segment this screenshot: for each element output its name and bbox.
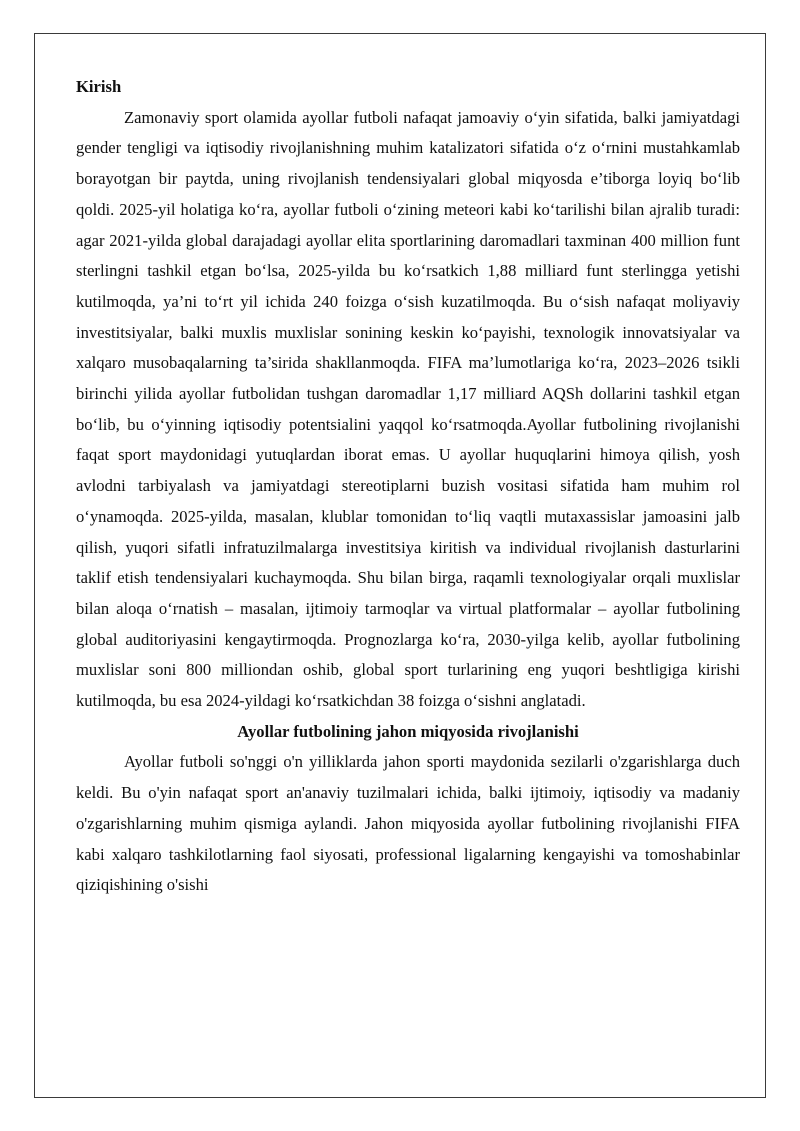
intro-paragraph: Zamonaviy sport olamida ayollar futboli nafaqat jamoaviy o‘yin sifatida, balki jamiyatdagi gender tengligi va iqtisodiy rivojlanishning muhim katalizatori sifatida o‘z o‘rnini mustahkamlab borayotgan bir paytda, uning rivojlanish tendensiyalari global miqyosda e’tiborga loyiq bo‘lib qoldi. 2025-yil holatiga ko‘ra, ayollar futboli o‘zining meteori kabi ko‘tarilishi bilan ajralib turadi: agar 2021-yilda global darajadagi ayollar elita sportlarining daromadlari taxminan 400 million funt sterlingni tashkil etgan bo‘lsa, 2025-yilda bu ko‘rsatkich 1,88 milliard funt sterlingga yetishi kutilmoqda, ya’ni to‘rt yil ichida 240 foizga o‘sish kuzatilmoqda. Bu o‘sish nafaqat moliyaviy investitsiyalar, balki muxlis muxlislar sonining keskin ko‘payishi, texnologik innovatsiyalar va xalqaro musobaqalarning ta’sirida shakllanmoqda. FIFA ma’lumotlariga ko‘ra, 2023–2026 tsikli birinchi yilida ayollar futbolidan tushgan daromadlar 1,17 milliard AQSh dollarini tashkil etgan bo‘lib, bu o‘yinning iqtisodiy potentsialini yaqqol ko‘rsatmoqda.Ayollar futbolining rivojlanishi faqat sport maydonidagi yutuqlardan iborat emas. U ayollar huquqlarini himoya qilish, yosh avlodni tarbiyalash va jamiyatdagi stereotiplarni buzish vositasi sifatida ham muhim rol o‘ynamoqda. 2025-yilda, masalan, klublar tomonidan to‘liq vaqtli mutaxassislar jamoasini jalb qilish, yuqori sifatli infratuzilmalarga investitsiya kiritish va individual rivojlanish dasturlarini taklif etish tendensiyalari kuchaymoqda. Shu bilan birga, raqamli texnologiyalar orqali muxlislar bilan aloqa o‘rnatish – masalan, ijtimoiy tarmoqlar va virtual platformalar – ayollar futbolining global auditoriyasini kengaytirmoqda. Prognozlarga ko‘ra, 2030-yilga kelib, ayollar futbolining muxlislar soni 800 milliondan oshib, global sport turlarining eng yuqori beshtligiga kirishi kutilmoqda, bu esa 2024-yildagi ko‘rsatkichdan 38 foizga o‘sishni anglatadi.	[76, 107, 740, 711]
section-heading-global-development: Ayollar futbolining jahon miqyosida rivojlanishi	[237, 721, 579, 741]
document-body	[76, 72, 740, 901]
section-heading-intro: Kirish	[76, 77, 122, 96]
global-development-paragraph: Ayollar futboli so'nggi o'n yilliklarda jahon sporti maydonida sezilarli o'zgarishlarga duch keldi. Bu o'yin nafaqat sport an'anaviy tuzilmalari ichida, balki ijtimoiy, iqtisodiy va madaniy o'zgarishlarning muhim qismiga aylandi. Jahon miqyosida ayollar futbolining rivojlanishi FIFA kabi xalqaro tashkilotlarning faol siyosati, professional ligalarning kengayishi va tomoshabinlar qiziqishining o'sishi	[76, 752, 740, 895]
